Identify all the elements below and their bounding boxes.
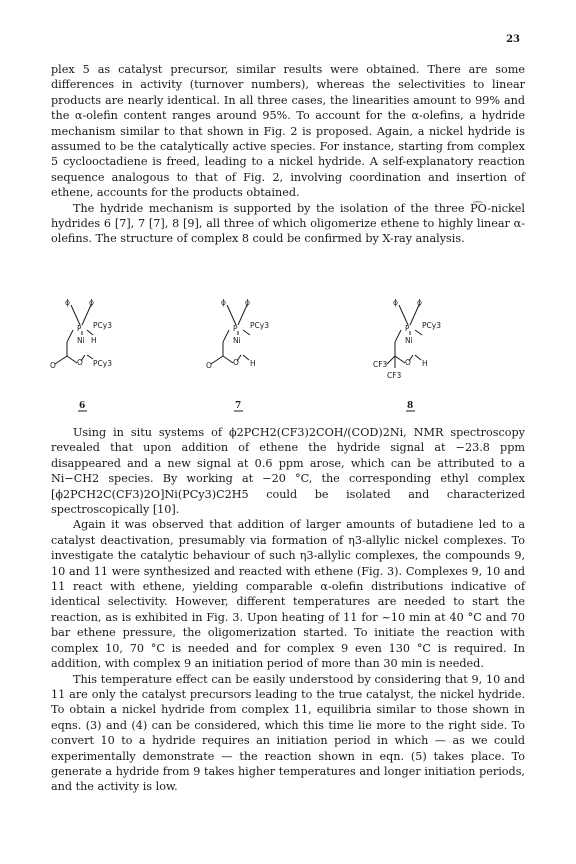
pcy3-label: PCy3 (93, 359, 112, 368)
paragraph: The hydride mechanism is supported by the isolation of the three P͡O-nickel hydrides 6 [7], 7 [7], 8 [9], all three of which oligomerize ethene to highly linear α-olefins. The structure of complex 8 could be confirmed by X-ray analysis. (51, 201, 525, 246)
phenyl-label: ϕ (221, 298, 226, 307)
oxygen-label: O (206, 361, 212, 370)
phenyl-label: ϕ (245, 298, 250, 307)
pcy3-label: PCy3 (93, 321, 112, 330)
hydride-label: H (91, 336, 97, 345)
body-text-bottom (51, 425, 525, 795)
paragraph: This temperature effect can be easily understood by considering that 9, 10 and 11 are only the catalyst precursors leading to the true catalyst, the nickel hydride. To obtain a nickel hydride from complex 11, equilibria similar to those shown in eqns. (3) and (4) can be considered, which this time lie more to the right side. To convert 10 to a hydride requires an initiation period in which — as we could experimentally demonstrate — the reaction shown in eqn. (5) takes place. To generate a hydride from 9 takes higher temperatures and longer initiation periods, and the activity is low. (51, 672, 525, 794)
cf3-label: CF3 (373, 360, 388, 369)
phenyl-label: ϕ (393, 298, 398, 307)
oxygen-label: O (77, 358, 83, 367)
compound-label-6: 6 (79, 401, 86, 411)
phosphorus-label: P (233, 324, 238, 333)
phosphorus-label: P (77, 324, 82, 333)
nickel-label: Ni (233, 336, 241, 345)
paragraph: Again it was observed that addition of larger amounts of butadiene led to a catalyst deactivation, presumably via formation of η3-allylic nickel complexes. To investigate the catalytic behaviour of such η3-allylic complexes, the compounds 9, 10 and 11 were synthesized and reacted with ethene (Fig. 3). Complexes 9, 10 and 11 react with ethene, yielding comparable α-olefin distributions indicative of identical selectivity. However, different temperatures are needed to start the reaction, as is exhibited in Fig. 3. Upon heating of 11 for ~10 min at 40 °C and 70 bar ethene pressure, the oligomerization started. To initiate the reaction with complex 10, 70 °C is needed and for complex 9 even 130 °C is required. In addition, with complex 9 an initiation period of more than 30 min is needed. (51, 518, 525, 671)
oxygen-label: O (50, 361, 56, 370)
paragraph: Using in situ systems of ϕ2PCH2(CF3)2COH/(COD)2Ni, NMR spectroscopy revealed that upon addition of ethene the hydride signal at −23.8 ppm disappeared and a new signal at 0.6 ppm arose, which can be attributed to a Ni−CH2 species. By working at −20 °C, the corresponding ethyl complex [ϕ2PCH2C(CF3)2O]Ni(PCy3)C2H5 could be isolated and characterized spectroscopically [10]. (51, 426, 525, 517)
pcy3-label: PCy3 (422, 321, 441, 330)
page-number: 23 (506, 34, 520, 45)
pcy3-label: PCy3 (250, 321, 269, 330)
oxygen-label: O (405, 358, 411, 367)
cf3-label: CF3 (387, 371, 402, 380)
oxygen-label: O (233, 358, 239, 367)
phenyl-label: ϕ (65, 298, 70, 307)
structures-drawing (51, 298, 525, 416)
chemical-structures-figure (51, 298, 525, 416)
phosphorus-label: P (405, 324, 410, 333)
hydride-label: H (422, 359, 428, 368)
nickel-label: Ni (77, 336, 85, 345)
paragraph: plex 5 as catalyst precursor, similar results were obtained. There are some differences in activity (turnover numbers), whereas the selectivities to linear products are nearly identical. In all three cases, the linearities amount to 99% and the α-olefin content ranges around 95%. To account for the α-olefins, a hydride mechanism similar to that shown in Fig. 2 is proposed. Again, a nickel hydride is assumed to be the catalytically active species. For instance, starting from complex 5 cyclooctadiene is freed, leading to a nickel hydride. A self-explanatory reaction sequence analogous to that of Fig. 2, involving coordination and insertion of ethene, accounts for the products obtained. (51, 63, 525, 200)
hydride-label: H (250, 359, 256, 368)
phenyl-label: ϕ (89, 298, 94, 307)
compound-label-7: 7 (235, 401, 242, 411)
nickel-label: Ni (405, 336, 413, 345)
compound-label-8: 8 (407, 401, 414, 411)
phenyl-label: ϕ (417, 298, 422, 307)
body-text-top (51, 62, 525, 247)
